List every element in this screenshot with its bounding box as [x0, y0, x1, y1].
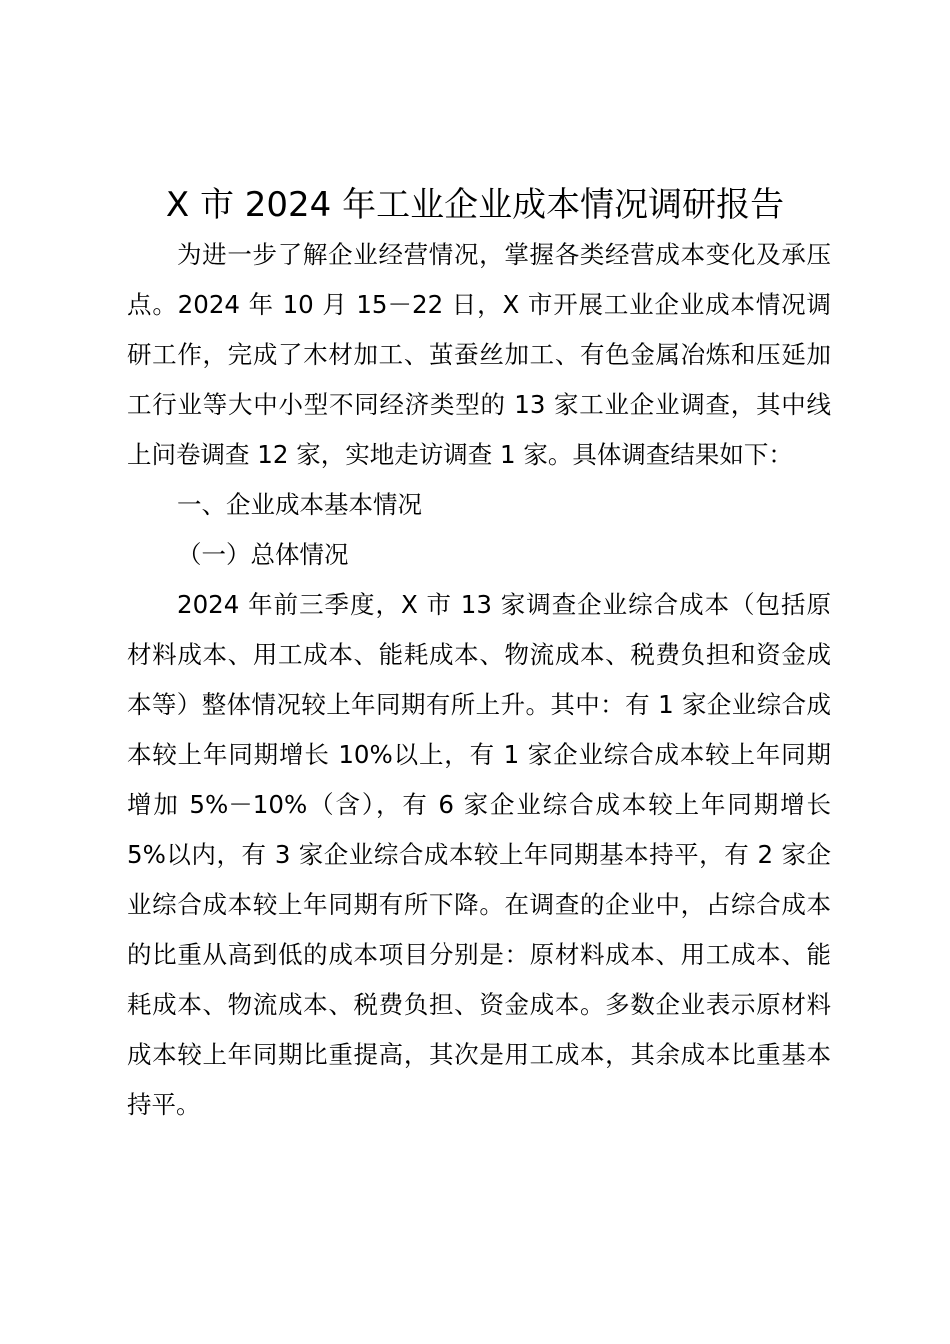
section-heading: 一、企业成本基本情况: [177, 490, 422, 519]
overview-paragraph: 2024 年前三季度，X 市 13 家调查企业综合成本（包括原材料成本、用工成本、能耗成本、物流成本、税费负担和资金成本等）整体情况较上年同期有所上升。其中：有 1 家企业综合成本较上年同期增长 10%以上，有 1 家企业综合成本较上年同期增加 5%－10%（含），有 6 家企业综合成本较上年同期增长 5%以内，有 3 家企业综合成本较上年同期基本持平，有 2 家企业综合成本较上年同期有所下降。在调查的企业中，占综合成本的比重从高到低的成本项目分别是：原材料成本、用工成本、能耗成本、物流成本、税费负担、资金成本。多数企业表示原材料成本较上年同期比重提高，其次是用工成本，其余成本比重基本持平。: [127, 590, 831, 1119]
document-body: [127, 230, 831, 1130]
document-title: X 市 2024 年工业企业成本情况调研报告: [165, 185, 785, 225]
subsection-heading: （一）总体情况: [177, 540, 349, 569]
intro-paragraph: 为进一步了解企业经营情况，掌握各类经营成本变化及承压点。2024 年 10 月 15－22 日，X 市开展工业企业成本情况调研工作，完成了木材加工、茧蚕丝加工、有色金属冶炼和压延加工行业等大中小型不同经济类型的 13 家工业企业调查，其中线上问卷调查 12 家，实地走访调查 1 家。具体调查结果如下：: [127, 240, 831, 469]
